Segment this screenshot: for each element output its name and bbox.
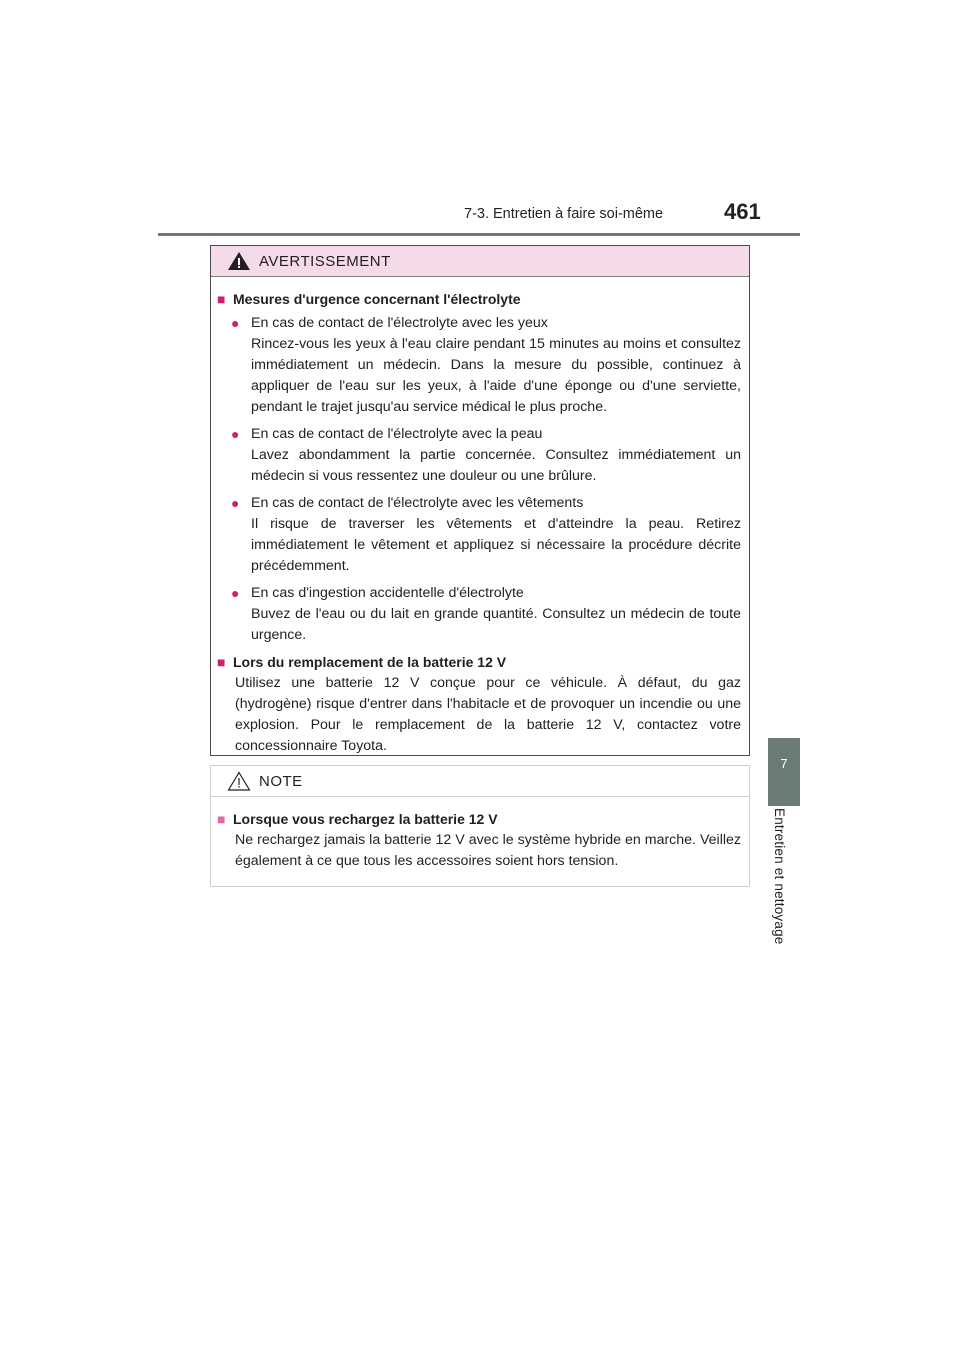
list-item: [217, 583, 741, 646]
item-body: Buvez de l'eau ou du lait en grande quantité. Consultez un médecin de toute urgence.: [251, 606, 741, 643]
page-number: 461: [724, 199, 761, 224]
note-title: NOTE: [259, 772, 303, 790]
section-heading-text: Lors du remplacement de la batterie 12 V: [233, 654, 507, 670]
header-section-title: 7-3. Entretien à faire soi-même: [464, 206, 664, 222]
item-lead: En cas de contact de l'électrolyte avec la peau: [251, 426, 543, 442]
square-marker: ■: [217, 654, 226, 670]
chapter-tab: [768, 738, 800, 806]
note-heading-text: Lorsque vous rechargez la batterie 12 V: [233, 811, 498, 827]
item-body: Lavez abondamment la partie concernée. Consultez immédiatement un médecin si vous ressentez une douleur ou une brûlure.: [251, 447, 741, 484]
warning-box: [210, 245, 750, 756]
warning-triangle-icon: [227, 251, 251, 271]
section-heading: [217, 652, 741, 673]
square-marker: ■: [217, 811, 226, 827]
bullet-marker: ●: [231, 426, 240, 442]
note-header: [211, 766, 749, 797]
note-triangle-icon: [227, 771, 251, 791]
item-body: Rincez-vous les yeux à l'eau claire pendant 15 minutes au moins et consultez immédiatement un médecin. Dans la mesure du possible, continuez à appliquer de l'eau sur les yeux, à l'aide d'une éponge ou d'une serviette, pendant le trajet jusqu'au service médical le plus proche.: [251, 336, 741, 415]
header-divider: [158, 233, 800, 236]
warning-title: AVERTISSEMENT: [259, 252, 391, 270]
list-item: [217, 493, 741, 577]
chapter-number: 7: [780, 756, 788, 771]
item-body: Il risque de traverser les vêtements et d'atteindre la peau. Retirez immédiatement le vêtement et appliquez si nécessaire la procédure décrite précédemment.: [251, 516, 741, 574]
item-lead: En cas de contact de l'électrolyte avec les yeux: [251, 315, 548, 331]
list-item: [217, 424, 741, 487]
item-lead: En cas de contact de l'électrolyte avec les vêtements: [251, 495, 584, 511]
bullet-marker: ●: [231, 315, 240, 331]
square-marker: ■: [217, 291, 226, 307]
chapter-label: Entretien et nettoyage: [772, 808, 787, 945]
section-heading-text: Mesures d'urgence concernant l'électrolyte: [233, 291, 521, 307]
section-heading: [217, 289, 741, 310]
bullet-marker: ●: [231, 495, 240, 511]
warning-header: [211, 246, 749, 277]
note-heading: [217, 809, 741, 830]
note-box: [210, 765, 750, 887]
item-lead: En cas d'ingestion accidentelle d'électrolyte: [251, 585, 524, 601]
section-paragraph: Utilisez une batterie 12 V conçue pour ce véhicule. À défaut, du gaz (hydrogène) risque d'entrer dans l'habitacle et de provoquer un incendie ou une explosion. Pour le remplacement de la batterie 12 V, contactez votre concessionnaire Toyota.: [235, 675, 741, 754]
bullet-marker: ●: [231, 585, 240, 601]
list-item: [217, 313, 741, 418]
note-paragraph: Ne rechargez jamais la batterie 12 V avec le système hybride en marche. Veillez également à ce que tous les accessoires soient hors tension.: [235, 832, 741, 869]
